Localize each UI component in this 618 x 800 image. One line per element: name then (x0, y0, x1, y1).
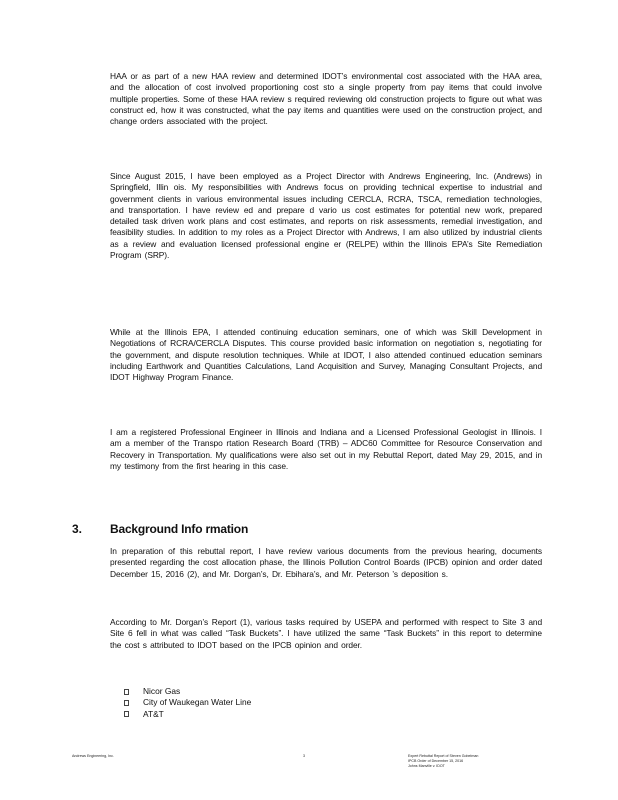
footer-company: Andrews Engineering, Inc. (72, 754, 114, 758)
bullet-box-icon (124, 711, 129, 717)
paragraph-text: I am a registered Professional Engineer in Illinois and Indiana and a Licensed Professional Geologist in Illinois. I am a member of the Transpo rtation Research Board (TRB) – ADC60 Committee for Resource Conservation and Recovery in Transportation. My qualifications were also set out in my Rebuttal Report, dated May 29, 2015, and in my testimony from the first hearing in this case. (110, 427, 542, 471)
list-item-label: Nicor Gas (143, 686, 181, 696)
bullet-box-icon (124, 689, 129, 695)
list-item (124, 709, 251, 720)
list-item (124, 686, 251, 697)
footer-report-title: Expert Rebuttal Report of Steven Gobelman (408, 754, 479, 758)
paragraph-registrations (110, 427, 542, 472)
paragraph-task-buckets (110, 617, 542, 651)
list-item (124, 697, 251, 708)
paragraph-andrews-experience (110, 171, 542, 261)
section-number: 3. (72, 522, 83, 536)
footer-report-info (408, 754, 548, 769)
paragraph-text: While at the Illinois EPA, I attended continuing education seminars, one of which was Skill Development in Negotiations of RCRA/CERCLA Disputes. This course provided basic information on negotiation s, negotiating for the government, and dispute resolution techniques. While at IDOT, I also attended continued education seminars including Earthwork and Quantities Calculations, Land Acquisition and Survey, Managing Consultant Projects, and IDOT Highway Program Finance. (110, 327, 542, 383)
footer-order-date: IPCB Order of December 15, 2016 (408, 759, 464, 763)
footer-page-number: 3 (303, 754, 305, 758)
paragraph-preparation (110, 546, 542, 580)
bullet-box-icon (124, 700, 129, 706)
paragraph-text: In preparation of this rebuttal report, I have review various documents from the previous hearing, documents presented regarding the cost allocation phase, the Illinois Pollution Control Boards (IPCB) opinion and order dated December 15, 2016 (2), and Mr. Dorgan’s, Dr. Ebihara’s, and Mr. Peterson ’s deposition s. (110, 546, 542, 579)
paragraph-haa-review (110, 71, 542, 127)
paragraph-education-seminars (110, 327, 542, 383)
list-item-label: City of Waukegan Water Line (143, 697, 252, 708)
footer-case-name: Johns Manville v. IDOT (408, 764, 445, 768)
bullet-list (124, 686, 251, 720)
section-title: Background Info rmation (110, 522, 249, 536)
list-item-label: AT&T (143, 708, 164, 719)
paragraph-text: HAA or as part of a new HAA review and determined IDOT’s environmental cost associated with the HAA area, and the allocation of cost involved proportioning cost sto a single property from pay items that could involve multiple properties. Some of these HAA review s required reviewing old construction projects to figure out what was construct ed, how it was constructed, what the pay items and quantities were used on the construction project, and change orders associated with the project. (110, 71, 542, 127)
paragraph-text: Since August 2015, I have been employed as a Project Director with Andrews Engineering, Inc. (Andrews) in Springfield, Illin ois. My responsibilities with Andrews focus on providing technical expertise to industrial and government clients in various environmental issues including CERCLA, RCRA, TSCA, remediation technologies, and transportation. I have review ed and prepare d vario us cost estimates for potential new work, prepared detailed task driven work plans and cost estimates, and reports on risk assessments, remedial investigation, and feasibility studies. In addition to my roles as a Project Director with Andrews, I am also utilized by industrial clients as a review and evaluation licensed professional engine er (RELPE) within the Illinois EPA’s Site Remediation Program (SRP). (110, 171, 542, 261)
paragraph-text: According to Mr. Dorgan’s Report (1), various tasks required by USEPA and performed with respect to Site 3 and Site 6 fell in what was called “Task Buckets”. I have utilized the same “Task Buckets” in this report to determine the cost s attributed to IDOT based on the IPCB opinion and order. (110, 617, 542, 650)
